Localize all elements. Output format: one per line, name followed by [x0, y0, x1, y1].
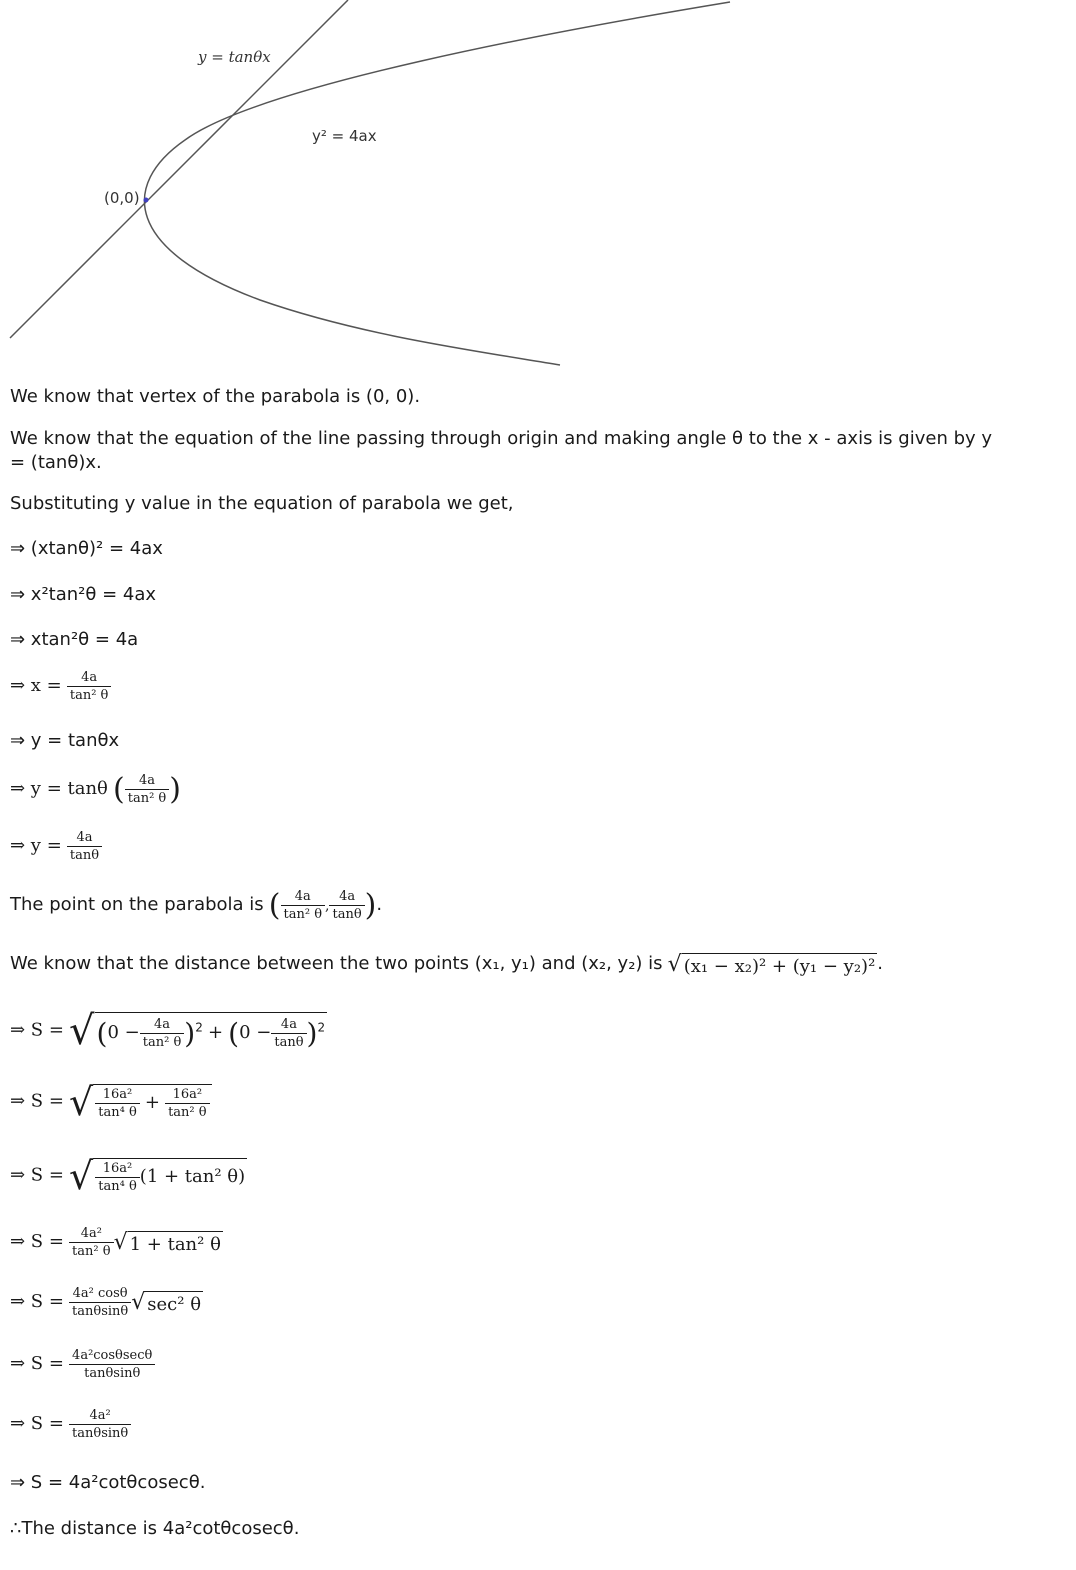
distance-step-4-fraction — [69, 1226, 114, 1259]
step-6-fraction — [125, 773, 170, 806]
one-plus-tan-squared: (1 + tan² θ) — [139, 1166, 246, 1187]
point-y-fraction — [329, 889, 364, 922]
denominator: tanθsinθ — [69, 1424, 131, 1441]
substituting-text: Substituting y value in the equation of parabola we get, — [10, 493, 514, 514]
distance-step-3-lhs: ⇒ S = — [10, 1164, 64, 1186]
denominator: tan² θ — [69, 1242, 114, 1259]
step-2: ⇒ x²tan²θ = 4ax — [10, 584, 157, 605]
distance-step-7 — [10, 1408, 131, 1441]
distance-step-5: ⇒ S = $\frac{\text{4a² cosθ}}{\tan\theta\sin\theta}$ √ sec² θ — [10, 1286, 202, 1319]
vertex-text: We know that vertex of the parabola is (0, 0). — [10, 386, 421, 407]
distance-step-3: ⇒ S = √ $\frac{\text{16a²}}{\text{tan⁴ θ}}$ (1 + tan² θ) — [10, 1154, 246, 1198]
denominator: tanθsinθ — [69, 1302, 131, 1319]
denominator: tan⁴ θ — [95, 1177, 140, 1194]
distance-step-2-lhs: ⇒ S = — [10, 1090, 64, 1112]
distance-step-1-fraction-2 — [271, 1017, 306, 1050]
numerator: 4a — [294, 889, 311, 904]
step-6: ⇒ y = tanθ ( $\frac{4a}{\text{tan² θ}}$ ) — [10, 772, 181, 807]
distance-formula: We know that the distance between the two points (x₁, y₁) and (x₂, y₂) is √ (x₁ − x₂)² + (y₁ − y₂)² . — [10, 952, 884, 977]
denominator: tan² θ — [140, 1033, 185, 1050]
distance-step-4-lhs: ⇒ S = — [10, 1231, 64, 1252]
numerator: 4a² — [80, 1226, 102, 1241]
distance-step-5-fraction — [69, 1286, 131, 1319]
numerator: 16a² — [102, 1087, 133, 1102]
denominator: tanθsinθ — [69, 1364, 155, 1381]
distance-step-1-lhs: ⇒ S = — [10, 1019, 64, 1041]
distance-step-5-radicand: sec² θ — [145, 1291, 203, 1315]
distance-step-2-fraction-1 — [95, 1087, 140, 1120]
origin-point — [144, 198, 149, 203]
denominator: tanθ — [271, 1033, 306, 1050]
line-y-tan-theta-x — [10, 0, 348, 338]
numerator: 4a²cosθsecθ — [72, 1348, 153, 1363]
line-equation-text-2: = (tanθ)x. — [10, 452, 102, 473]
distance-step-7-lhs: ⇒ S = — [10, 1413, 64, 1434]
distance-step-7-fraction — [69, 1408, 131, 1441]
step-4-lhs: ⇒ x = — [10, 675, 62, 696]
denominator: tan² θ — [281, 905, 326, 922]
numerator: 4a² cosθ — [72, 1286, 128, 1301]
step-7 — [10, 830, 102, 863]
distance-step-1-fraction-1 — [140, 1017, 185, 1050]
numerator: 4a — [81, 670, 98, 685]
distance-step-1: ⇒ S = √(0 − $\frac{4a}{\text{tan² θ}}$ )$^2$ + (0 − $\frac{4a}{\tan\theta}$ )$^2$ — [10, 1008, 326, 1054]
numerator: 4a — [339, 889, 356, 904]
numerator: 4a — [280, 1017, 297, 1032]
numerator: 16a² — [172, 1087, 203, 1102]
numerator: 16a² — [102, 1161, 133, 1176]
distance-step-3-fraction — [95, 1161, 140, 1194]
denominator: tan² θ — [67, 686, 112, 703]
denominator: tanθ — [329, 905, 364, 922]
step-1: ⇒ (xtanθ)² = 4ax — [10, 538, 163, 559]
distance-step-5-lhs: ⇒ S = — [10, 1291, 64, 1312]
denominator: tan² θ — [165, 1103, 210, 1120]
distance-step-4-radicand: 1 + tan² θ — [128, 1231, 223, 1255]
distance-step-6-fraction — [69, 1348, 155, 1381]
plus-sign: + — [144, 1092, 160, 1113]
distance-formula-radicand: (x₁ − x₂)² + (y₁ − y₂)² — [682, 953, 878, 977]
denominator: tan⁴ θ — [95, 1103, 140, 1120]
step-4-fraction — [67, 670, 112, 703]
distance-step-6-lhs: ⇒ S = — [10, 1353, 64, 1374]
distance-step-2: ⇒ S = √ $\frac{\text{16a²}}{\text{tan⁴ θ}}$ + $\frac{\text{16a²}}{\text{tan² θ}}$ — [10, 1080, 212, 1124]
point-on-parabola-text: The point on the parabola is — [10, 894, 264, 915]
step-7-lhs: ⇒ y = — [10, 835, 62, 856]
numerator: 4a — [154, 1017, 171, 1032]
step-4 — [10, 670, 111, 703]
zero-minus: 0 − — [107, 1022, 140, 1043]
origin-label: (0,0) — [104, 189, 140, 207]
zero-minus: 0 − — [239, 1022, 272, 1043]
line-equation-text-1: We know that the equation of the line passing through origin and making angle θ to the x - axis is given by y — [10, 428, 993, 449]
numerator: 4a — [138, 773, 155, 788]
numerator: 4a² — [89, 1408, 111, 1423]
step-6-lhs: ⇒ y = tanθ — [10, 778, 108, 799]
distance-step-2-fraction-2 — [165, 1087, 210, 1120]
plus-sign: + — [207, 1022, 224, 1043]
distance-step-6 — [10, 1348, 155, 1381]
line-label: y = tanθx — [198, 48, 271, 66]
step-3: ⇒ xtan²θ = 4a — [10, 629, 139, 650]
denominator: tan² θ — [125, 789, 170, 806]
distance-step-8: ⇒ S = 4a²cotθcosecθ. — [10, 1472, 206, 1493]
denominator: tanθ — [67, 846, 102, 863]
distance-step-4: ⇒ S = $\frac{\text{4a²}}{\text{tan² θ}}$ √ 1 + tan² θ — [10, 1226, 221, 1259]
numerator: 4a — [76, 830, 93, 845]
parabola-figure — [0, 0, 1076, 380]
point-on-parabola: The point on the parabola is ( $\frac{4a}{\text{tan² θ}}$ , $\frac{4a}{\tan\theta}$ ). — [10, 888, 383, 923]
step-7-fraction — [67, 830, 102, 863]
step-5: ⇒ y = tanθx — [10, 730, 120, 751]
conclusion-text: ∴The distance is 4a²cotθcosecθ. — [10, 1518, 300, 1539]
point-x-fraction — [281, 889, 326, 922]
distance-formula-text: We know that the distance between the two points (x₁, y₁) and (x₂, y₂) is — [10, 953, 663, 974]
parabola-label: y² = 4ax — [312, 127, 377, 145]
